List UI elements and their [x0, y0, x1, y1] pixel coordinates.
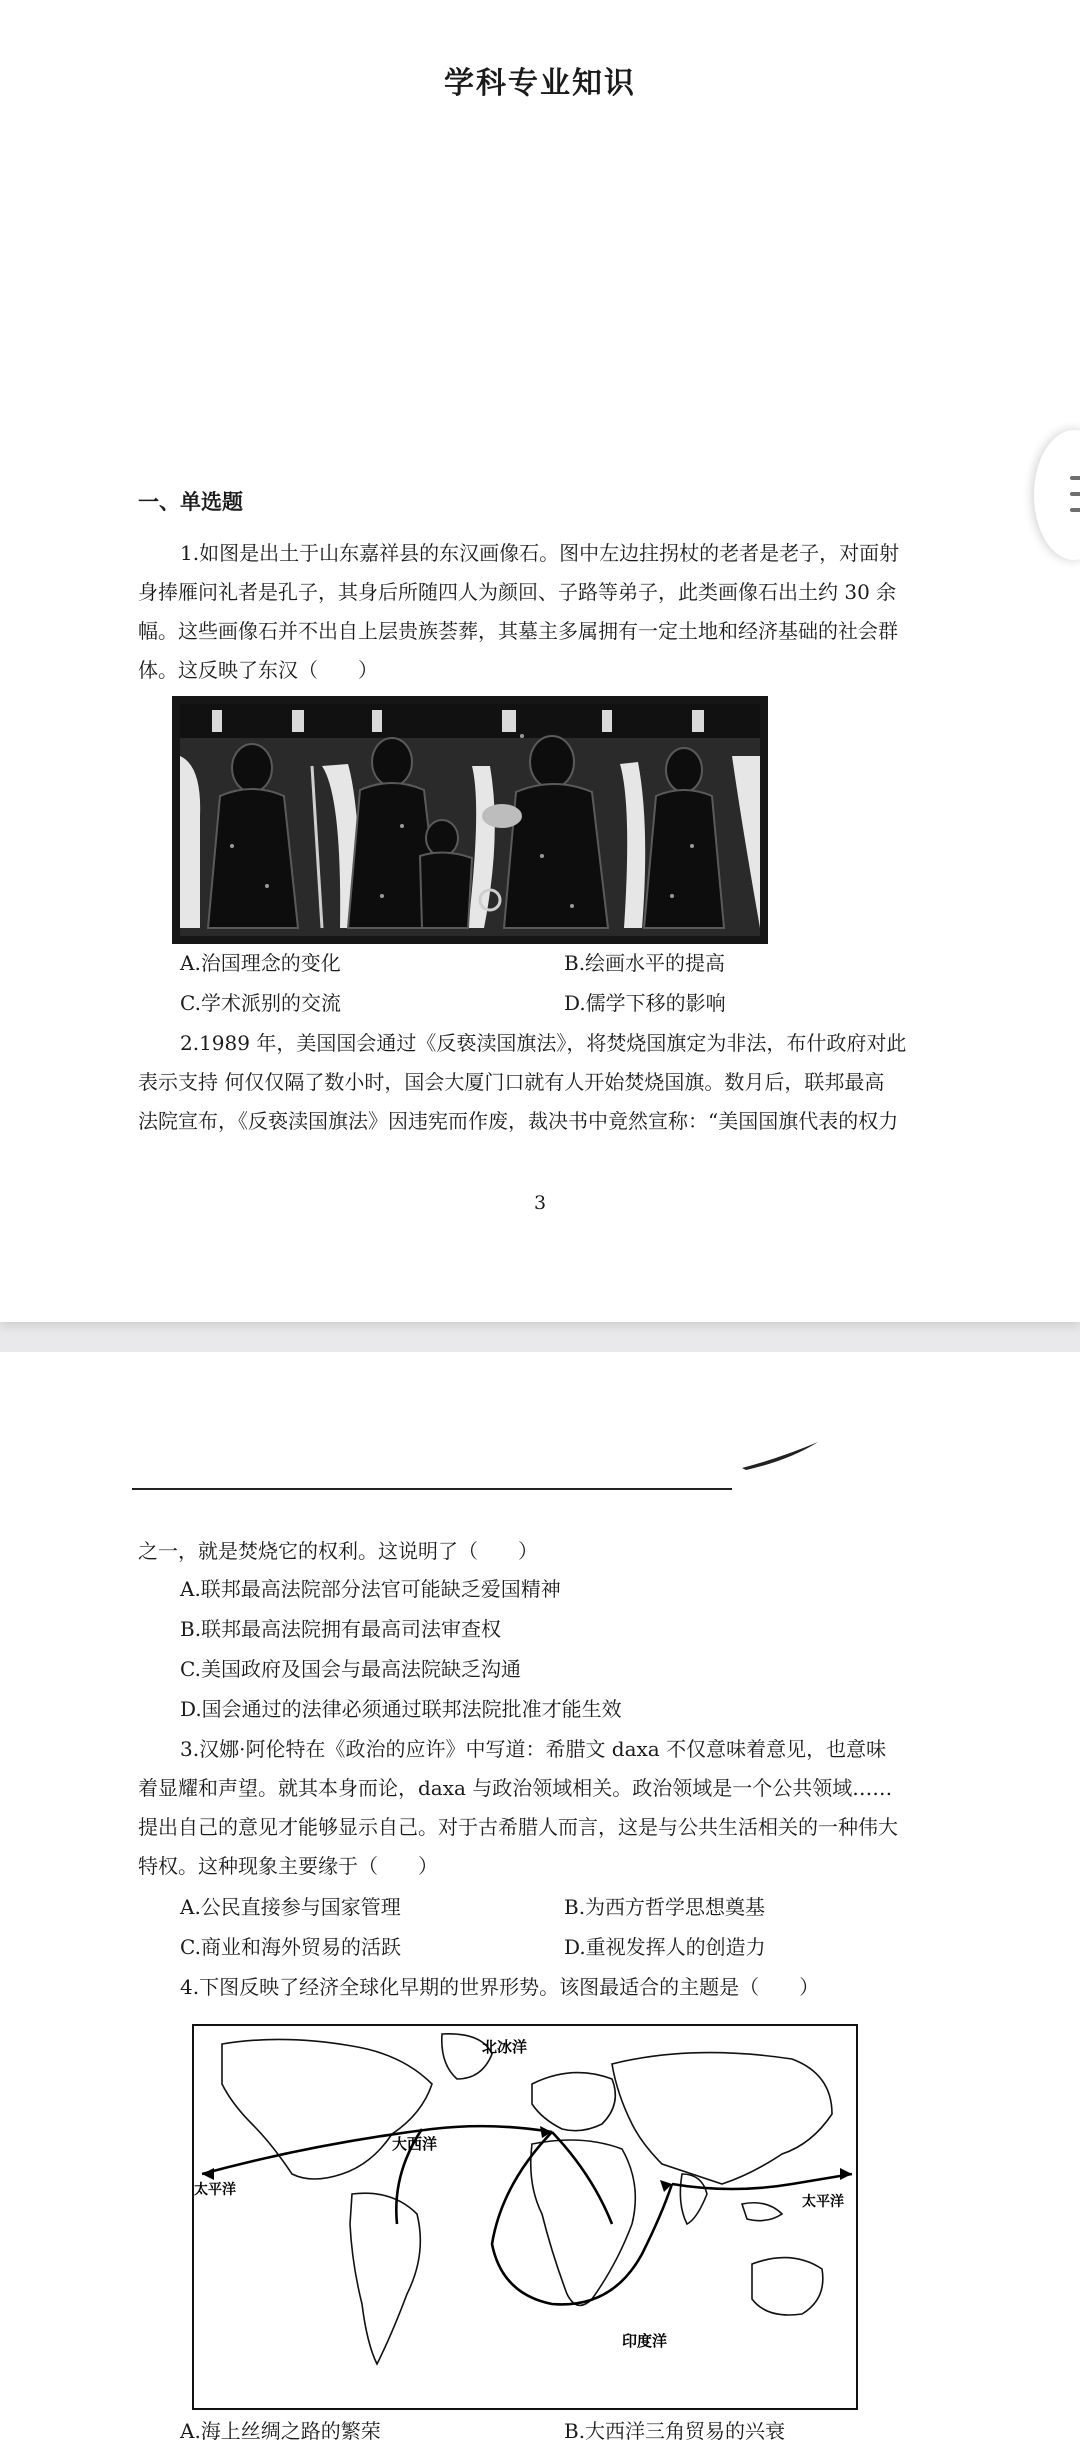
- map-label-arctic: 北冰洋: [482, 2038, 528, 2056]
- question-3-option-b: B.为西方哲学思想奠基: [564, 1895, 766, 1919]
- question-2-option-a: A.联邦最高法院部分法官可能缺乏爱国精神: [180, 1577, 561, 1601]
- section-heading: 一、单选题: [138, 490, 243, 514]
- question-3-option-d: D.重视发挥人的创造力: [564, 1935, 766, 1959]
- question-3-stem: [138, 1730, 938, 1886]
- map-label-pacific-west: 太平洋: [194, 2182, 236, 2198]
- question-2-stem-end: [138, 1532, 938, 1571]
- question-2-line: 法院宣布，《反亵渎国旗法》因违宪而作废，裁决书中竟然宣称：“美国国旗代表的权力: [138, 1109, 899, 1133]
- page-title: 学科专业知识: [444, 66, 636, 101]
- question-2-line: 2.1989 年，美国国会通过《反亵渎国旗法》，将焚烧国旗定为非法，布什政府对此: [180, 1031, 907, 1055]
- question-3-line: 提出自己的意见才能够显示自己。对于古希腊人而言，这是与公共生活相关的一种伟大: [138, 1815, 898, 1839]
- question-1-line: 体。这反映了东汉（ ）: [138, 658, 378, 682]
- question-3-option-a: A.公民直接参与国家管理: [180, 1895, 401, 1919]
- question-2-option-d: D.国会通过的法律必须通过联邦法院批准才能生效: [180, 1697, 622, 1721]
- question-3-line: 着显耀和声望。就其本身而论，daxa 与政治领域相关。政治领域是一个公共领域……: [138, 1776, 893, 1800]
- map-label-atlantic: 大西洋: [392, 2135, 438, 2153]
- question-4-option-a: A.海上丝绸之路的繁荣: [180, 2419, 381, 2443]
- question-2-option-b: B.联邦最高法院拥有最高司法审查权: [180, 1617, 502, 1641]
- question-1-option-a: A.治国理念的变化: [180, 951, 341, 975]
- question-2-line: 之一，就是焚烧它的权利。这说明了（ ）: [138, 1539, 538, 1563]
- question-1-line: 1.如图是出土于山东嘉祥县的东汉画像石。图中左边拄拐杖的老者是老子，对面射: [180, 541, 900, 565]
- map-label-indian: 印度洋: [622, 2332, 668, 2350]
- menu-icon: [1070, 476, 1080, 480]
- question-4-option-b: B.大西洋三角贸易的兴衰: [564, 2419, 786, 2443]
- decorative-swoosh: [740, 1440, 820, 1470]
- han-stone-relief-image: [172, 696, 768, 944]
- question-1-option-d: D.儒学下移的影响: [564, 991, 726, 1015]
- question-1-line: 幅。这些画像石并不出自上层贵族荟葬，其墓主多属拥有一定土地和经济基础的社会群: [138, 619, 898, 643]
- question-1-stem: [138, 534, 938, 690]
- question-1-option-b: B.绘画水平的提高: [564, 951, 726, 975]
- question-4-stem: [138, 1968, 938, 2007]
- question-3-option-c: C.商业和海外贸易的活跃: [180, 1935, 401, 1959]
- world-trade-map: [192, 2024, 858, 2410]
- header-rule: [132, 1488, 732, 1490]
- question-1-line: 身捧雁问礼者是孔子，其身后所随四人为颜回、子路等弟子，此类画像石出土约 30 余: [138, 580, 897, 604]
- question-4-line: 4.下图反映了经济全球化早期的世界形势。该图最适合的主题是（ ）: [180, 1975, 820, 1999]
- question-2-option-c: C.美国政府及国会与最高法院缺乏沟通: [180, 1657, 521, 1681]
- question-2-line: 表示支持 何仅仅隔了数小时，国会大厦门口就有人开始焚烧国旗。数月后，联邦最高: [138, 1070, 885, 1094]
- question-2-stem-start: [138, 1024, 938, 1141]
- question-3-line: 3.汉娜·阿伦特在《政治的应许》中写道：希腊文 daxa 不仅意味着意见，也意味: [180, 1737, 887, 1761]
- map-label-pacific-east: 太平洋: [802, 2194, 844, 2210]
- page-number: 3: [533, 1192, 547, 1214]
- question-1-option-c: C.学术派别的交流: [180, 991, 341, 1015]
- question-3-line: 特权。这种现象主要缘于（ ）: [138, 1854, 438, 1878]
